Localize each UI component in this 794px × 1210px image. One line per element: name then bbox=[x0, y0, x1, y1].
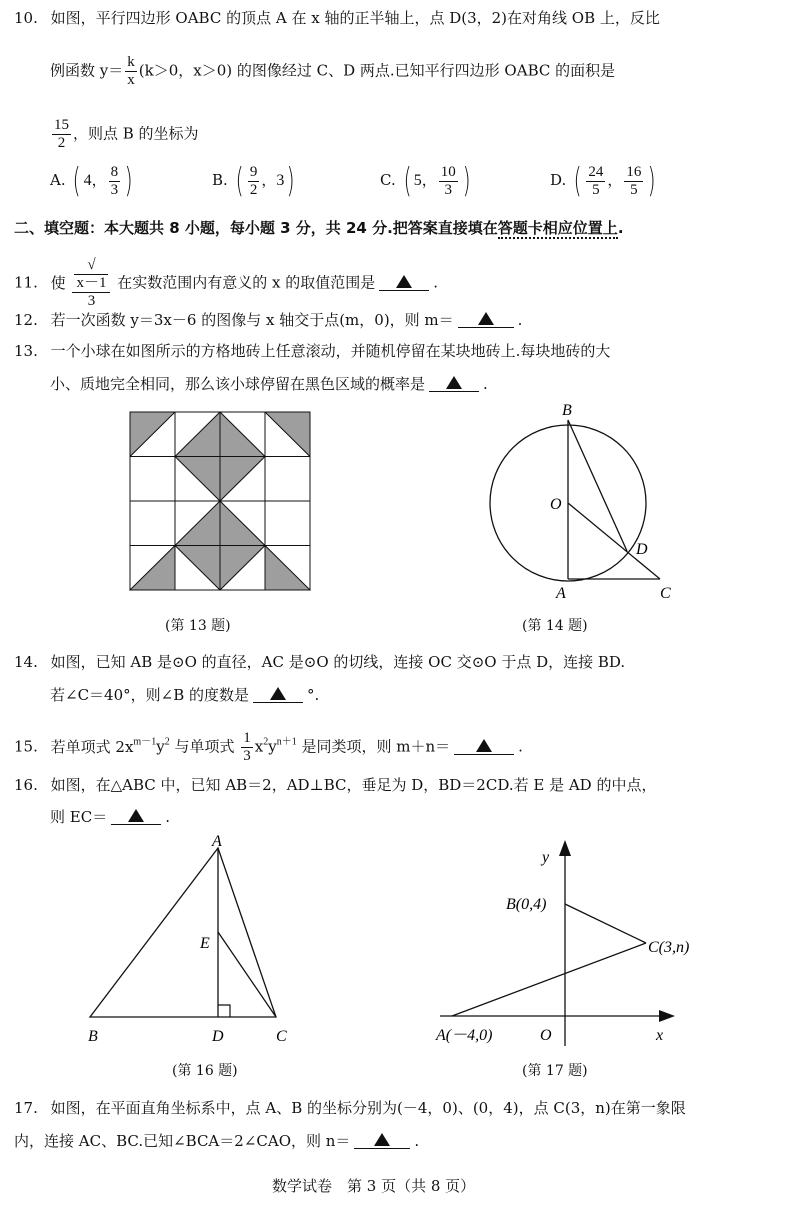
frac-num: 1 bbox=[243, 730, 251, 746]
label-b: B(0,4) bbox=[506, 896, 547, 913]
label-o: O bbox=[550, 496, 562, 513]
label-a: A(－4,0) bbox=[436, 1027, 493, 1044]
label-y: y bbox=[542, 849, 550, 866]
label-x: x bbox=[656, 1027, 664, 1044]
q11-text-b: 在实数范围内有意义的 x 的取值范围是 bbox=[117, 273, 376, 292]
q14-text-2: 若∠C＝40°，则∠B 的度数是 bbox=[50, 686, 249, 704]
label-c: C bbox=[660, 585, 671, 602]
q15-text-f: 是同类项，则 m＋n＝ bbox=[301, 737, 451, 756]
answer-triangle-icon bbox=[270, 687, 286, 700]
tile bbox=[265, 501, 310, 546]
q14-answer-blank[interactable] bbox=[253, 684, 303, 703]
label-o: O bbox=[540, 1027, 552, 1044]
segment-bc bbox=[565, 904, 646, 943]
section2-text-a: 二、填空题：本大题共 8 小题，每小题 3 分，共 24 分.把答案直接填在 bbox=[14, 219, 498, 237]
option-label: B. bbox=[212, 171, 228, 189]
segment-bd bbox=[568, 420, 627, 551]
section2-text-c: . bbox=[617, 219, 624, 237]
frac-den: 5 bbox=[592, 181, 600, 198]
option-x: 4 bbox=[83, 172, 92, 189]
frac-num: √ x－1 bbox=[72, 257, 110, 293]
q17-line2 bbox=[14, 1130, 419, 1151]
q10-number: 10. bbox=[14, 9, 38, 27]
q17-line1 bbox=[14, 1098, 686, 1118]
q12-number: 12. bbox=[14, 311, 38, 329]
q11-text-c: . bbox=[433, 273, 439, 292]
q11-sqrt-fraction bbox=[72, 257, 110, 310]
paren-open: ( bbox=[403, 161, 412, 201]
frac-den: 2 bbox=[249, 181, 258, 198]
section2-heading bbox=[14, 218, 624, 238]
q16-line1 bbox=[14, 775, 656, 795]
q15-fraction bbox=[241, 730, 253, 765]
option-x-fraction bbox=[586, 164, 605, 199]
frac-den: x bbox=[127, 72, 135, 88]
q12-answer-blank[interactable] bbox=[458, 309, 514, 328]
q12-text-c: . bbox=[517, 311, 523, 329]
tile bbox=[265, 457, 310, 502]
q13-text-1: 一个小球在如图所示的方格地砖上任意滚动，并随机停留在某块地砖上.每块地砖的大 bbox=[50, 342, 611, 360]
q17-number: 17. bbox=[14, 1099, 38, 1117]
q10-text-3b: ，则点 B 的坐标为 bbox=[73, 124, 199, 143]
option-y-fraction bbox=[109, 164, 121, 199]
option-y-fraction bbox=[624, 164, 643, 199]
answer-triangle-icon bbox=[396, 275, 412, 288]
paren-close: ) bbox=[287, 161, 295, 201]
q11-text-a: 使 bbox=[50, 273, 66, 292]
figure-17-caption: (第 17 题) bbox=[522, 1063, 588, 1079]
x-axis-arrow-icon bbox=[659, 1010, 675, 1022]
paren-close: ) bbox=[462, 161, 471, 201]
frac-num: 15 bbox=[54, 117, 69, 133]
q17-text-1: 如图，在平面直角坐标系中，点 A、B 的坐标分别为(－4，0)、(0，4)，点 C(3，n)在第一象限 bbox=[50, 1099, 686, 1117]
exponent: 2 bbox=[263, 736, 269, 748]
q15-text-d: x bbox=[254, 737, 264, 756]
q10-option-b[interactable]: B. ( $\frac{9}{2}$ ，3) bbox=[212, 161, 295, 201]
q10-area-fraction bbox=[52, 117, 71, 152]
q14-number: 14. bbox=[14, 653, 38, 671]
q10-option-d[interactable]: D. ( $\frac{24}{5}$ ， $\frac{16}{5}$ ) bbox=[550, 161, 656, 201]
frac-den: 5 bbox=[630, 181, 638, 198]
figure-16-triangle bbox=[80, 832, 310, 1052]
q15-text-c: 与单项式 bbox=[174, 737, 235, 756]
tile bbox=[130, 501, 175, 546]
label-a: A bbox=[212, 833, 222, 850]
frac-den: 3 bbox=[87, 293, 96, 309]
q14-line1 bbox=[14, 652, 625, 672]
label-d: D bbox=[636, 541, 648, 558]
segment-ec bbox=[218, 932, 276, 1017]
option-label: C. bbox=[380, 171, 396, 189]
figure-13-caption: (第 13 题) bbox=[165, 618, 231, 634]
q11-answer-blank[interactable] bbox=[379, 272, 429, 291]
frac-num: 24 bbox=[588, 163, 604, 180]
frac-num: 9 bbox=[249, 163, 258, 180]
y-axis-arrow-icon bbox=[559, 840, 571, 856]
q13-number: 13. bbox=[14, 342, 38, 360]
q14-text-c: °. bbox=[307, 686, 320, 704]
q13-text-c: . bbox=[483, 375, 488, 393]
paren-close: ) bbox=[647, 161, 656, 201]
frac-den: 3 bbox=[110, 181, 119, 198]
tile-grid bbox=[130, 412, 310, 590]
frac-num: 8 bbox=[110, 163, 119, 180]
figure-14-circle bbox=[470, 398, 690, 608]
frac-den: 3 bbox=[444, 181, 453, 198]
tile bbox=[130, 457, 175, 502]
q16-line2 bbox=[50, 806, 170, 827]
answer-triangle-icon bbox=[128, 809, 144, 822]
answer-triangle-icon bbox=[446, 376, 462, 389]
q17-answer-blank[interactable] bbox=[354, 1130, 410, 1149]
exponent: m－1 bbox=[133, 736, 157, 748]
q10-line1 bbox=[14, 8, 660, 28]
label-d: D bbox=[212, 1028, 224, 1045]
exponent: n＋1 bbox=[276, 736, 297, 748]
q10-line2 bbox=[50, 54, 615, 89]
triangle-abc bbox=[90, 848, 276, 1017]
q11-line bbox=[14, 257, 438, 310]
option-label: A. bbox=[50, 171, 66, 189]
frac-num: 16 bbox=[626, 163, 642, 180]
answer-triangle-icon bbox=[476, 739, 492, 752]
frac-num: 10 bbox=[440, 163, 456, 180]
q15-text-a: 若单项式 2x bbox=[50, 737, 134, 756]
q10-text-2b: (k＞0，x＞0) 的图像经过 C、D 两点.已知平行四边形 OABC 的面积是 bbox=[138, 61, 616, 80]
q10-text-1: 如图，平行四边形 OABC 的顶点 A 在 x 轴的正半轴上，点 D(3，2)在对角线 OB 上，反比 bbox=[50, 9, 660, 27]
label-c: C bbox=[276, 1028, 287, 1045]
frac-den: 3 bbox=[243, 748, 251, 764]
q12-text: 若一次函数 y＝3x－6 的图像与 x 轴交于点(m，0)，则 m＝ bbox=[50, 311, 454, 329]
q13-answer-blank[interactable] bbox=[429, 373, 479, 392]
q14-line2 bbox=[50, 684, 319, 705]
q10-text-2a: 例函数 y＝ bbox=[50, 61, 124, 80]
paren-close: ) bbox=[124, 161, 133, 201]
figure-13-tiles bbox=[128, 410, 313, 592]
label-a: A bbox=[556, 585, 566, 602]
q17-text-2: 内，连接 AC、BC.已知∠BCA＝2∠CAO，则 n＝ bbox=[14, 1132, 351, 1150]
figure-14-caption: (第 14 题) bbox=[522, 618, 588, 634]
figure-16-caption: (第 16 题) bbox=[172, 1063, 238, 1079]
q16-text-2: 则 EC＝ bbox=[50, 808, 108, 826]
label-c: C(3,n) bbox=[648, 939, 690, 956]
label-b: B bbox=[562, 402, 572, 419]
option-x: 5 bbox=[413, 172, 422, 189]
q10-k-over-x bbox=[125, 54, 137, 89]
segment-ac bbox=[452, 943, 646, 1016]
q16-answer-blank[interactable] bbox=[111, 806, 161, 825]
option-y-fraction bbox=[439, 164, 458, 199]
label-b: B bbox=[88, 1028, 98, 1045]
q16-number: 16. bbox=[14, 776, 38, 794]
q15-number: 15. bbox=[14, 737, 38, 756]
option-label: D. bbox=[550, 171, 567, 189]
answer-triangle-icon bbox=[374, 1133, 390, 1146]
option-y: 3 bbox=[276, 172, 285, 189]
q12-line bbox=[14, 309, 522, 330]
q13-line2 bbox=[50, 373, 488, 394]
page-footer: 数学试卷 第 3 页（共 8 页） bbox=[272, 1177, 476, 1195]
q14-text-1: 如图，已知 AB 是⊙O 的直径，AC 是⊙O 的切线，连接 OC 交⊙O 于点 D，连接 BD. bbox=[50, 653, 626, 671]
paren-open: ( bbox=[235, 161, 244, 201]
q15-text-g: . bbox=[518, 737, 523, 756]
q11-number: 11. bbox=[14, 273, 38, 292]
q15-answer-blank[interactable] bbox=[454, 736, 514, 755]
q13-text-2: 小、质地完全相同，那么该小球停留在黑色区域的概率是 bbox=[50, 375, 426, 393]
frac-num: k bbox=[127, 54, 135, 70]
paren-open: ( bbox=[73, 161, 82, 201]
q10-line3 bbox=[50, 117, 199, 152]
q17-text-c: . bbox=[414, 1132, 420, 1150]
right-angle-mark bbox=[218, 1005, 230, 1017]
label-e: E bbox=[200, 935, 210, 952]
frac-den: 2 bbox=[57, 135, 66, 151]
figure-17-coordinates bbox=[420, 836, 690, 1056]
q13-line1 bbox=[14, 341, 610, 361]
paren-open: ( bbox=[573, 161, 582, 201]
q10-option-c[interactable]: C. ( 5， $\frac{10}{3}$ ) bbox=[380, 161, 471, 201]
q16-text-1: 如图，在△ABC 中，已知 AB＝2，AD⊥BC，垂足为 D，BD＝2CD.若 E 是 AD 的中点， bbox=[50, 776, 657, 794]
exponent: 2 bbox=[164, 736, 170, 748]
q15-line bbox=[14, 730, 523, 765]
section2-text-emphasis: 答题卡相应位置上 bbox=[497, 219, 618, 237]
radicand: x－1 bbox=[76, 275, 107, 291]
q15-text-e: y bbox=[268, 737, 277, 756]
q15-text-b: y bbox=[156, 737, 165, 756]
answer-triangle-icon bbox=[478, 312, 494, 325]
option-x-fraction bbox=[248, 164, 260, 199]
q10-option-a[interactable]: A. ( 4， $\frac{8}{3}$ ) bbox=[50, 161, 133, 201]
q16-text-c: . bbox=[165, 808, 170, 826]
